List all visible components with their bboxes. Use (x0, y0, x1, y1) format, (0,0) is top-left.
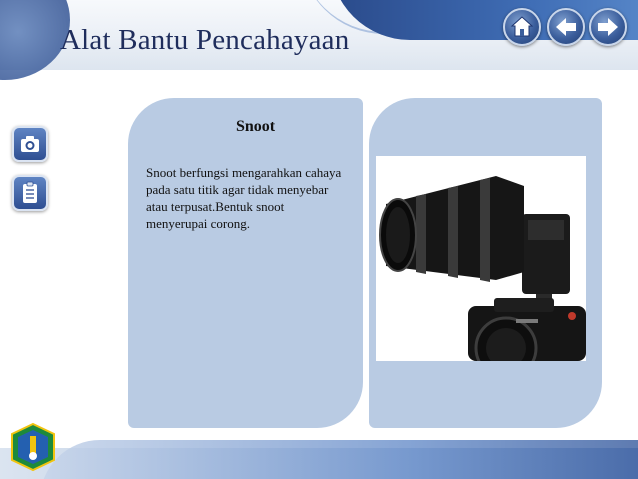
home-button[interactable] (503, 8, 541, 46)
panel-heading: Snoot (235, 118, 276, 135)
arrow-left-icon (549, 10, 583, 44)
arrow-right-icon (591, 10, 625, 44)
sidebar-item-checklist[interactable] (12, 175, 48, 211)
text-panel (128, 98, 363, 428)
back-button[interactable] (547, 8, 585, 46)
clipboard-checklist-icon (14, 177, 46, 209)
snoot-camera-photo (376, 156, 586, 361)
school-emblem-logo (8, 422, 58, 472)
camera-snoot-illustration (376, 156, 586, 361)
sidebar-item-camera[interactable] (12, 126, 48, 162)
page-title: Alat Bantu Pencahayaan (60, 24, 350, 56)
footer-swoosh (40, 440, 638, 479)
forward-button[interactable] (589, 8, 627, 46)
home-icon (505, 10, 539, 44)
camera-icon (14, 128, 46, 160)
panel-body: Snoot berfungsi mengarahkan cahaya pada satu titik agar tidak menyebar atau terpusat.Bentuk snoot menyerupai corong. (146, 165, 342, 231)
